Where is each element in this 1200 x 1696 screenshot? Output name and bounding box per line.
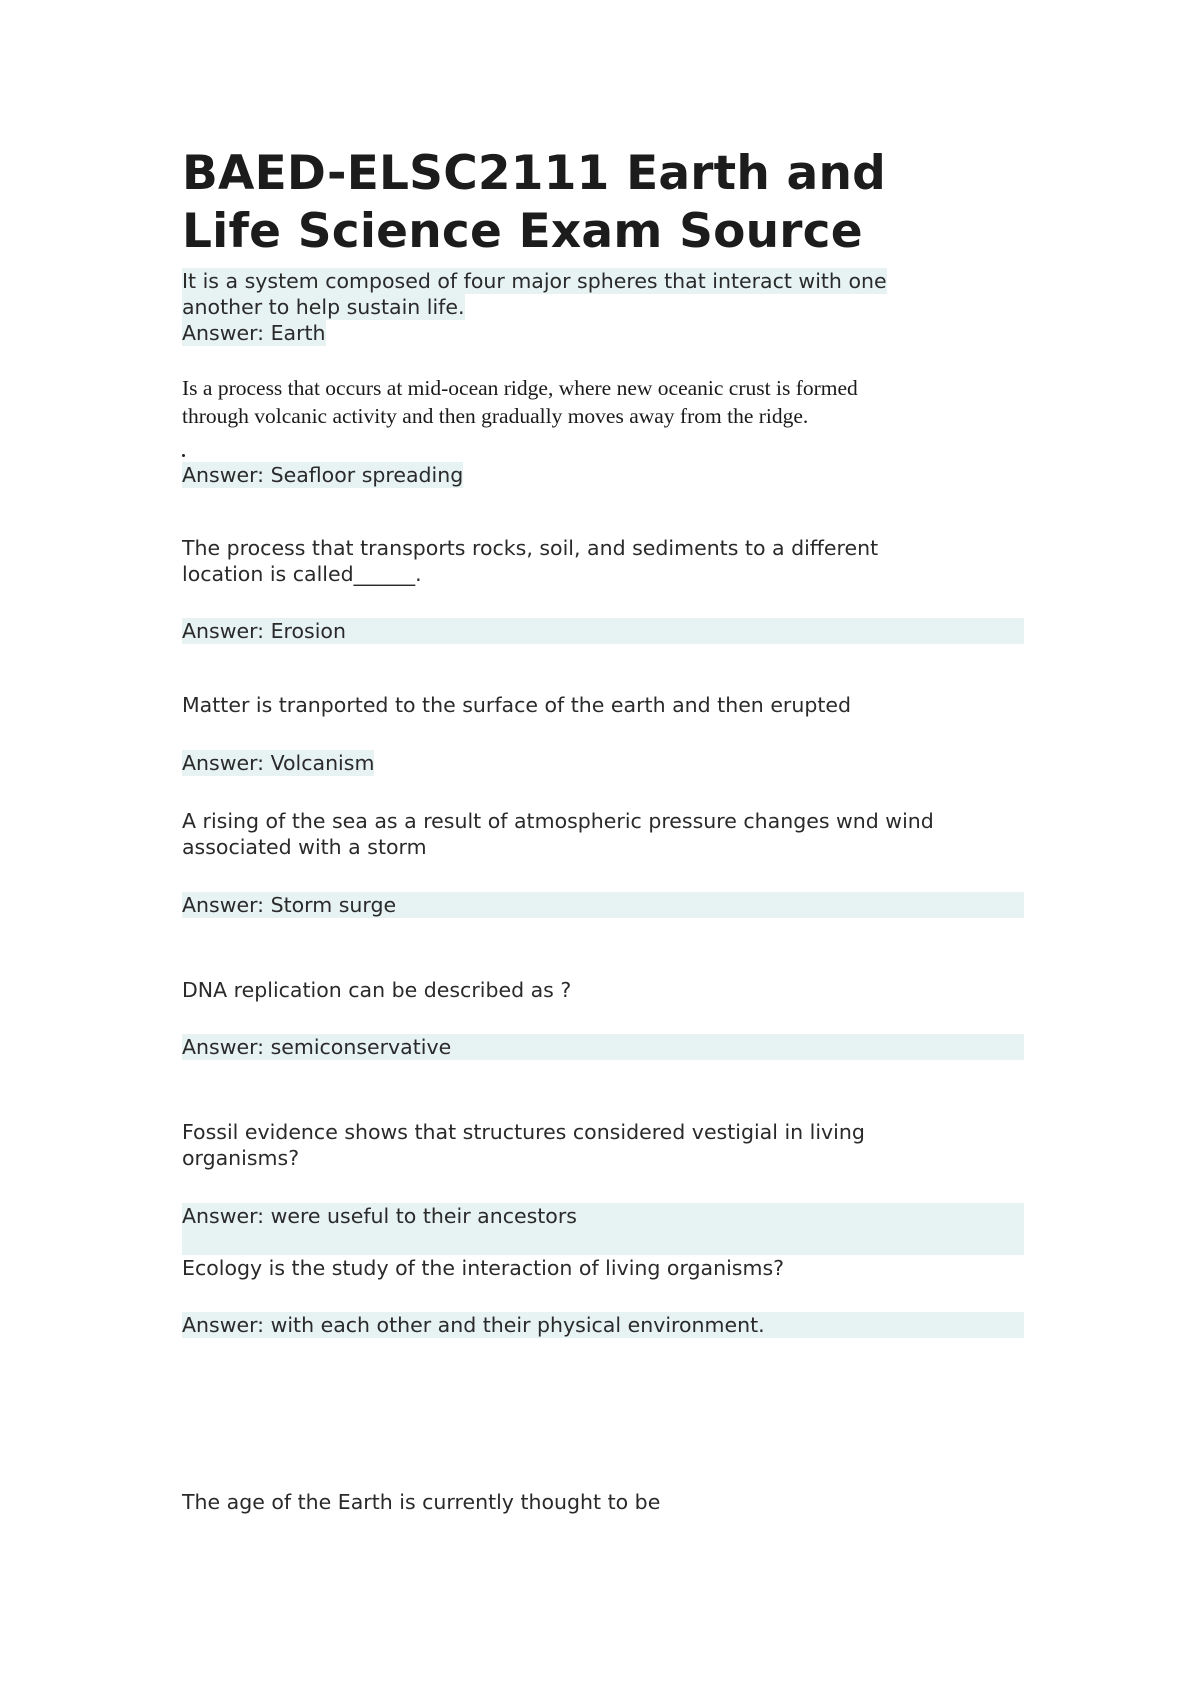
question-text: Is a process that occurs at mid-ocean ridge, where new oceanic crust is formed	[182, 376, 858, 400]
question-block-5	[182, 808, 934, 860]
answer-block-2	[182, 462, 463, 488]
answer-text: Answer: were useful to their ancestors	[182, 1203, 1024, 1255]
question-block-8	[182, 1255, 784, 1281]
question-block-3	[182, 535, 878, 587]
question-text: The age of the Earth is currently thought to be	[182, 1490, 661, 1514]
answer-block-8	[182, 1312, 1024, 1338]
answer-text: Answer: Volcanism	[182, 751, 375, 775]
answer-text: Answer: Storm surge	[182, 892, 1024, 918]
title-line-2: Life Science Exam Source	[182, 204, 863, 259]
answer-block-7	[182, 1203, 1024, 1255]
answer-block-5	[182, 892, 1024, 918]
answer-text: Answer: Earth	[182, 321, 326, 345]
question-text: Matter is tranported to the surface of the earth and then erupted	[182, 693, 852, 717]
question-text: location is called______.	[182, 562, 422, 586]
question-text: associated with a storm	[182, 835, 427, 859]
answer-text: Answer: semiconservative	[182, 1034, 1024, 1060]
answer-block-6	[182, 1034, 1024, 1060]
question-block-6	[182, 977, 571, 1003]
question-text: It is a system composed of four major spheres that interact with one	[182, 269, 887, 293]
question-text: Fossil evidence shows that structures considered vestigial in living	[182, 1120, 865, 1144]
question-text: DNA replication can be described as ?	[182, 978, 572, 1002]
document-title	[182, 145, 1082, 261]
title-line-1: BAED-ELSC2111 Earth and	[182, 146, 886, 201]
question-block-7	[182, 1119, 865, 1171]
question-block-4	[182, 692, 851, 718]
answer-text: Answer: with each other and their physical environment.	[182, 1312, 1024, 1338]
question-text: Ecology is the study of the interaction of living organisms?	[182, 1256, 785, 1280]
question-block-2	[182, 374, 858, 430]
question-text: organisms?	[182, 1146, 300, 1170]
answer-block-4	[182, 750, 374, 776]
answer-text: Answer: Seafloor spreading	[182, 463, 464, 487]
question-text: A rising of the sea as a result of atmospheric pressure changes wnd wind	[182, 809, 934, 833]
stray-dot	[182, 454, 185, 457]
question-block-1	[182, 268, 887, 346]
question-text: through volcanic activity and then gradually moves away from the ridge.	[182, 404, 809, 428]
question-text: The process that transports rocks, soil, and sediments to a different	[182, 536, 879, 560]
answer-text: Answer: Erosion	[182, 618, 1024, 644]
question-text: another to help sustain life.	[182, 295, 465, 319]
answer-block-3	[182, 618, 1024, 644]
question-block-9	[182, 1489, 660, 1515]
